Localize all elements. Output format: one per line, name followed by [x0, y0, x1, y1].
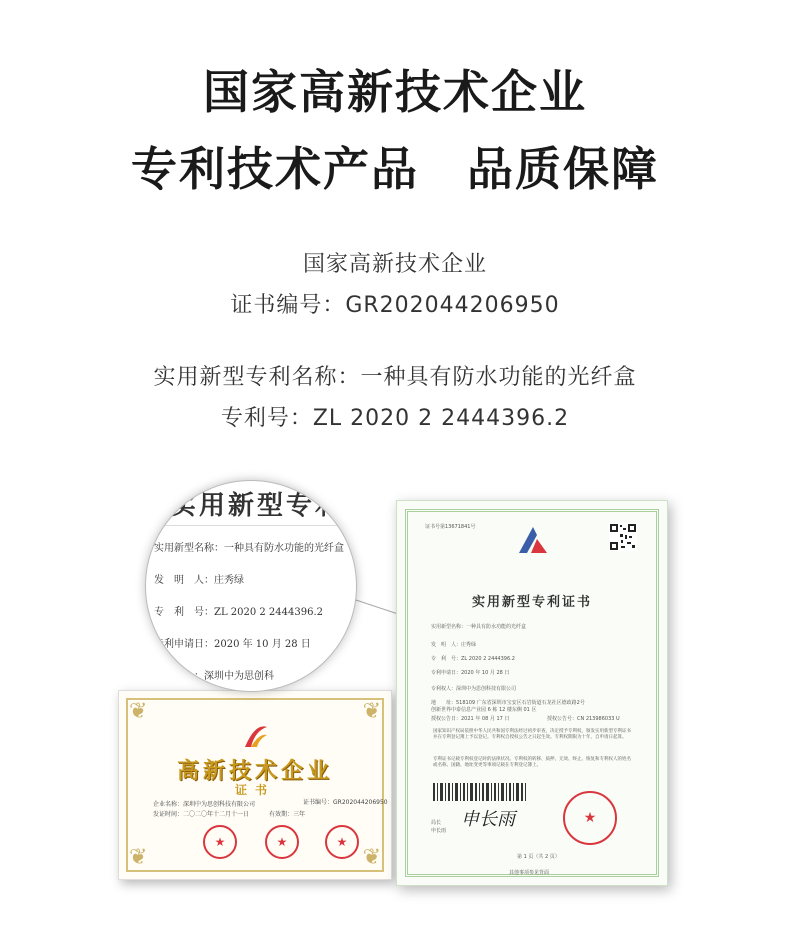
patent-cert-grant-date: 授权公告日：2021 年 08 月 17 日: [431, 716, 510, 722]
company-cert-name: 国家高新技术企业: [302, 252, 487, 277]
barcode-icon: [433, 783, 529, 801]
corner-ornament-icon: ❦: [362, 845, 381, 870]
patent-cert-address: 地 址：518109 广东省深圳市宝安区石岩街道石龙社区德政路2号: [431, 700, 585, 706]
patent-number: 专利号：ZL 2020 2 2444396.2: [220, 406, 570, 431]
patent-cert-holder: 专利权人：深圳中为思创科技有限公司: [431, 686, 517, 692]
director-signature: 申长雨: [461, 809, 515, 830]
high-tech-title: 高新技术企业: [176, 758, 333, 784]
patent-cert-inventor: 发 明 人：庄秀绿: [431, 642, 477, 648]
zoom-name-line: 实用新型名称：一种具有防水功能的光纤盒: [154, 543, 344, 554]
patent-office-seal: ★: [563, 791, 617, 845]
patent-cert-paragraph-2: 专利证书记载专利权登记时的法律状况。专利权的转移、质押、无效、终止、恢复和专利权人的姓名或名称、国籍、地址变更等事项记载在专利登记簿上。: [433, 757, 631, 768]
high-tech-emblem-icon: [241, 721, 269, 751]
director-label: 局长: [431, 820, 442, 826]
high-tech-validity: 有效期：三年: [269, 811, 306, 818]
headline-line-1: 国家高新技术企业: [203, 65, 587, 119]
patent-cert-page: 第 1 页（共 2 页）: [517, 854, 560, 860]
official-seal-stamp: ★: [203, 825, 237, 859]
cnipa-logo-icon: [515, 523, 551, 557]
zoom-apply-date-line: 专利申请日：2020 年 10 月 28 日: [154, 639, 311, 650]
high-tech-subtitle: 证书: [234, 783, 275, 797]
high-tech-number: 证书编号：GR202044206950: [303, 799, 388, 806]
patent-name: 实用新型专利名称：一种具有防水功能的光纤盒: [153, 365, 637, 390]
certificate-frame: [405, 509, 659, 877]
company-cert-number: 证书编号：GR202044206950: [230, 293, 560, 318]
zoom-holder-line: 专利权人：深圳中为思创科: [154, 671, 274, 682]
patent-certificate: [396, 500, 668, 886]
high-tech-certificate: [118, 690, 392, 880]
official-seal-stamp: ★: [325, 825, 359, 859]
zoom-inventor-line: 发 明 人：庄秀绿: [154, 575, 244, 586]
zoom-patent-no-line: 专 利 号：ZL 2020 2 2444396.2: [154, 607, 324, 618]
patent-cert-apply-date: 专利申请日：2020 年 10 月 28 日: [431, 670, 510, 676]
patent-cert-number: 证书号第13671841号: [425, 524, 476, 530]
corner-ornament-icon: ❦: [129, 845, 148, 870]
patent-cert-address-2: 创新世界中泰信息产业园 6 栋 12 楼东侧 01 区: [431, 707, 537, 713]
high-tech-company: 企业名称：深圳中为思创科技有限公司: [153, 801, 256, 808]
patent-cert-pub-no: 授权公告号：CN 213986033 U: [547, 716, 620, 722]
patent-cert-footer: 其他事项参见背面: [509, 870, 550, 876]
qr-code-icon: [609, 523, 637, 551]
zoom-lens: [145, 480, 357, 692]
patent-cert-name: 实用新型名称：一种具有防水功能的光纤盒: [431, 624, 527, 630]
director-name-label: 申长雨: [431, 828, 447, 834]
official-seal-stamp: ★: [265, 825, 299, 859]
corner-ornament-icon: ❦: [362, 699, 381, 724]
high-tech-date: 发证时间：二〇二〇年十二月十一日: [153, 811, 250, 818]
zoom-title: 实用新型专利: [170, 491, 345, 521]
corner-ornament-icon: ❦: [129, 699, 148, 724]
patent-cert-patent-no: 专 利 号：ZL 2020 2 2444396.2: [431, 656, 515, 662]
patent-cert-title: 实用新型专利证书: [471, 595, 592, 610]
headline-line-2: 专利技术产品 品质保障: [131, 142, 659, 196]
zoom-divider: [146, 525, 356, 526]
patent-cert-paragraph-1: 国家知识产权局依照中华人民共和国专利法经过初步审查，决定授予专利权，颁发实用新型专利证书并在专利登记簿上予以登记。专利权自授权公告之日起生效。专利权期限为十年，自申请日起算。: [433, 729, 631, 740]
